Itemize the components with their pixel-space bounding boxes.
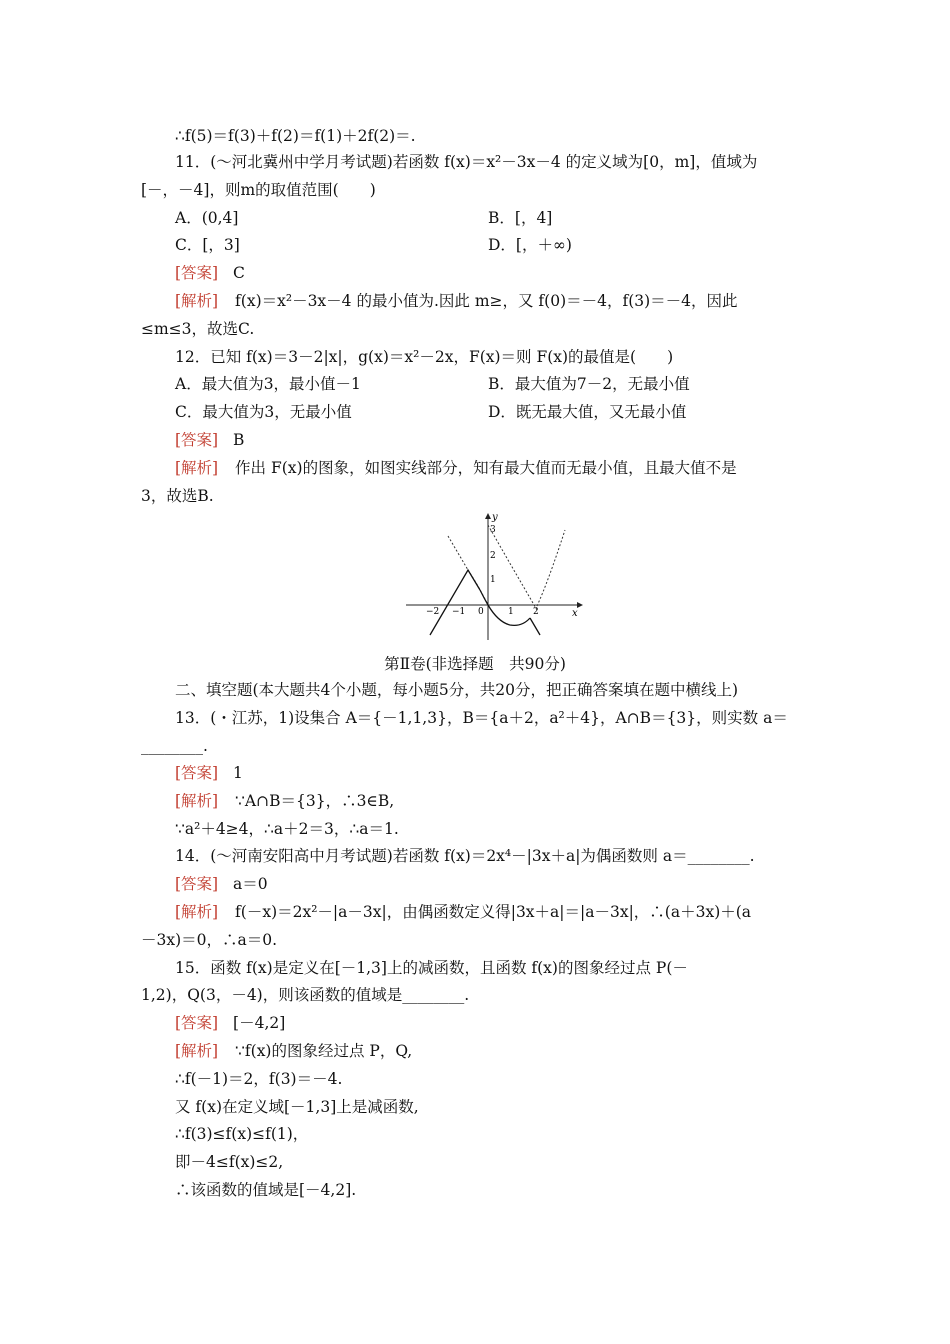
answer-tag: [答案]: [175, 431, 219, 449]
answer-value: 1: [233, 764, 243, 782]
q11-explanation-2: ≤m≤3，故选C.: [141, 320, 255, 338]
q13-answer: [175, 763, 243, 783]
y-tick-label: 3: [490, 525, 496, 535]
solid-segment: [530, 618, 540, 635]
q13-stem-1: 13．(・江苏，1)设集合 A＝{－1,1,3}，B＝{a＋2，a²＋4}，A∩B＝{3}，则实数 a＝: [175, 709, 788, 727]
q15-explanation-4: ∴f(3)≤f(x)≤f(1)，: [175, 1125, 309, 1143]
section2-heading: 二、填空题(本大题共4个小题，每小题5分，共20分，把正确答案填在题中横线上): [175, 681, 739, 699]
q11-option-c: C．[，3]: [175, 236, 240, 254]
q15-explanation-6: ∴该函数的值域是[－4,2].: [175, 1181, 357, 1199]
section-title: 第Ⅱ卷(非选择题 共90分): [384, 655, 566, 673]
q14-explanation-1: [175, 902, 751, 922]
y-tick-label: 1: [490, 575, 496, 585]
x-tick-label: −1: [452, 607, 466, 617]
explanation-tag: [解析]: [175, 1042, 219, 1060]
q15-explanation-5: 即－4≤f(x)≤2,: [175, 1153, 284, 1171]
q14-answer: [175, 874, 268, 894]
dotted-segment: [488, 525, 537, 610]
answer-tag: [答案]: [175, 764, 219, 782]
q12-option-a: A．最大值为3，最小值－1: [175, 375, 361, 393]
q12-answer: [175, 430, 244, 450]
q11-option-b: B．[，4]: [488, 209, 553, 227]
q12-option-c: C．最大值为3，无最小值: [175, 403, 352, 421]
explanation-tag: [解析]: [175, 459, 219, 477]
y-axis-label: y: [492, 512, 498, 523]
x-tick-label: 1: [508, 607, 514, 617]
line-f5: ∴f(5)＝f(3)＋f(2)＝f(1)＋2f(2)＝.: [175, 127, 416, 145]
answer-tag: [答案]: [175, 264, 219, 282]
x-tick-label: 2: [533, 607, 539, 617]
explanation-tag: [解析]: [175, 903, 219, 921]
q13-explanation-2: ∵a²＋4≥4，∴a＋2＝3，∴a＝1.: [175, 820, 399, 838]
q15-explanation-1: [175, 1041, 412, 1061]
q12-stem: 12．已知 f(x)＝3－2|x|，g(x)＝x²－2x，F(x)＝则 F(x)的最值是( ): [175, 348, 674, 366]
q15-answer: [175, 1013, 285, 1033]
q12-explanation-2: 3，故选B.: [141, 487, 214, 505]
answer-tag: [答案]: [175, 875, 219, 893]
x-axis-label: x: [572, 608, 578, 619]
q15-explanation-2: ∴f(－1)＝2，f(3)＝－4.: [175, 1070, 343, 1088]
x-tick-label: 0: [478, 607, 484, 617]
q12-option-b: B．最大值为7－2，无最小值: [488, 375, 690, 393]
q12-option-d: D．既无最大值，又无最小值: [488, 403, 687, 421]
q15-explanation-3: 又 f(x)在定义域[－1,3]上是减函数,: [175, 1098, 419, 1116]
q12-explanation-1: [175, 458, 737, 478]
q15-stem-1: 15．函数 f(x)是定义在[－1,3]上的减函数，且函数 f(x)的图象经过点 P(－: [175, 959, 688, 977]
q14-explanation-2: －3x)＝0，∴a＝0.: [141, 931, 278, 949]
q13-explanation-1: [175, 791, 394, 811]
q11-stem-1: 11．(～河北冀州中学月考试题)若函数 f(x)＝x²－3x－4 的定义域为[0，m]，值域为: [175, 153, 758, 171]
answer-value: C: [233, 264, 245, 282]
explanation-text: f(x)＝x²－3x－4 的最小值为.因此 m≥，又 f(0)＝－4，f(3)＝－4，因此: [235, 292, 738, 310]
answer-value: [－4,2]: [233, 1014, 286, 1032]
q11-option-d: D．[，＋∞): [488, 236, 572, 254]
x-tick-label: −2: [426, 607, 440, 617]
q15-stem-2: 1,2)，Q(3，－4)，则该函数的值域是________.: [141, 986, 470, 1004]
explanation-text: f(－x)＝2x²－|a－3x|，由偶函数定义得|3x＋a|＝|a－3x|，∴(a＋3x)＋(a: [235, 903, 752, 921]
dotted-segment: [537, 530, 565, 606]
q11-stem-2: [－，－4]，则m的取值范围( ): [141, 181, 376, 199]
explanation-tag: [解析]: [175, 792, 219, 810]
answer-tag: [答案]: [175, 1014, 219, 1032]
q11-answer: [175, 263, 245, 283]
explanation-text: 作出 F(x)的图象，如图实线部分，知有最大值而无最小值，且最大值不是: [235, 459, 737, 477]
answer-value: B: [233, 431, 245, 449]
dotted-segment: [448, 536, 468, 570]
explanation-text: ∵A∩B＝{3}，∴3∈B,: [235, 792, 395, 810]
explanation-tag: [解析]: [175, 292, 219, 310]
q14-stem: 14．(～河南安阳高中月考试题)若函数 f(x)＝2x⁴－|3x＋a|为偶函数则 a＝________.: [175, 847, 755, 865]
q11-explanation-1: [175, 291, 738, 311]
function-graph: [400, 510, 590, 645]
solid-segment: [430, 570, 480, 635]
answer-value: a＝0: [233, 875, 268, 893]
explanation-text: ∵f(x)的图象经过点 P，Q,: [235, 1042, 413, 1060]
q11-option-a: A．(0,4]: [175, 209, 239, 227]
q13-stem-2: ________.: [141, 737, 208, 755]
y-tick-label: 2: [490, 551, 496, 561]
